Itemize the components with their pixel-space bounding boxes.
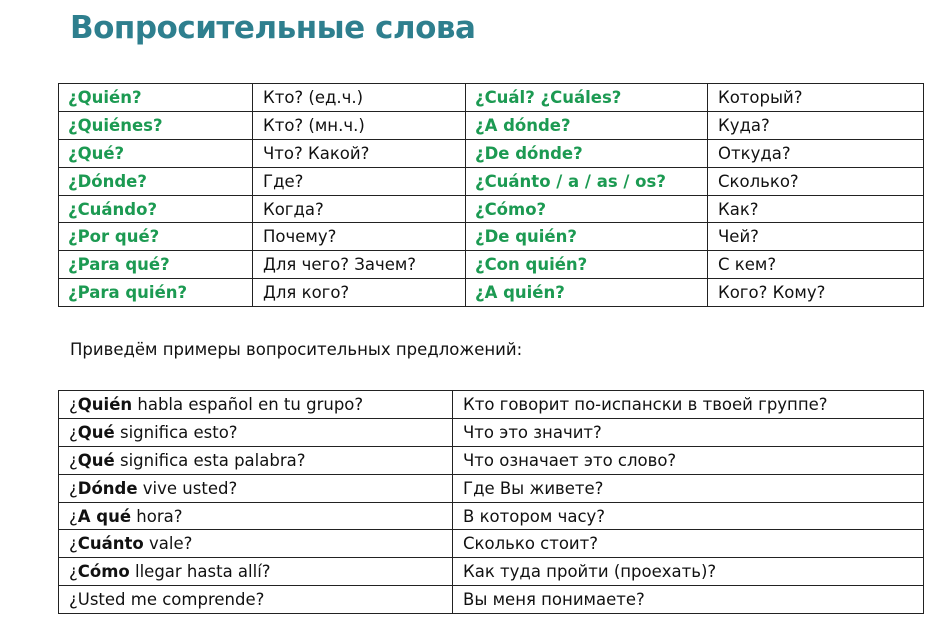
russian-translation-cell: Что? Какой? bbox=[253, 139, 466, 167]
spanish-sentence-cell bbox=[59, 502, 453, 530]
question-words-table bbox=[58, 83, 924, 307]
russian-translation-cell: Куда? bbox=[708, 111, 924, 139]
sentence-rest: vale? bbox=[143, 534, 193, 554]
russian-translation-cell: Где? bbox=[253, 167, 466, 195]
table-row bbox=[59, 111, 924, 139]
table-row bbox=[59, 418, 924, 446]
spanish-word-cell: ¿Dónde? bbox=[59, 167, 253, 195]
spanish-word-cell: ¿Quiénes? bbox=[59, 111, 253, 139]
spanish-word-cell: ¿Para quién? bbox=[59, 279, 253, 307]
russian-sentence-cell: Вы меня понимаете? bbox=[453, 586, 924, 614]
table-row bbox=[59, 223, 924, 251]
examples-intro-text: Приведём примеры вопросительных предложений: bbox=[70, 340, 523, 359]
table-row bbox=[59, 167, 924, 195]
sentence-prefix: ¿Usted me comprende? bbox=[69, 590, 265, 610]
table-row bbox=[59, 586, 924, 614]
russian-translation-cell: Кто? (мн.ч.) bbox=[253, 111, 466, 139]
spanish-word-cell: ¿A quién? bbox=[466, 279, 708, 307]
sentence-prefix: ¿ bbox=[69, 422, 78, 442]
spanish-word-cell: ¿De quién? bbox=[466, 223, 708, 251]
question-word: Quién bbox=[77, 394, 133, 414]
sentence-rest: hora? bbox=[131, 506, 183, 526]
table-row bbox=[59, 530, 924, 558]
spanish-word-cell: ¿Con quién? bbox=[466, 251, 708, 279]
russian-translation-cell: Для чего? Зачем? bbox=[253, 251, 466, 279]
question-word: Cuánto bbox=[77, 534, 144, 554]
sentence-prefix: ¿ bbox=[69, 450, 78, 470]
spanish-word-cell: ¿Quién? bbox=[59, 84, 253, 112]
spanish-word-cell: ¿A dónde? bbox=[466, 111, 708, 139]
spanish-word-cell: ¿Para qué? bbox=[59, 251, 253, 279]
russian-translation-cell: Который? bbox=[708, 84, 924, 112]
example-sentences-table bbox=[58, 390, 924, 614]
russian-translation-cell: Сколько? bbox=[708, 167, 924, 195]
russian-translation-cell: Когда? bbox=[253, 195, 466, 223]
sentence-prefix: ¿ bbox=[69, 394, 78, 414]
spanish-sentence-cell bbox=[59, 530, 453, 558]
spanish-word-cell: ¿Por qué? bbox=[59, 223, 253, 251]
russian-translation-cell: Почему? bbox=[253, 223, 466, 251]
table-row bbox=[59, 474, 924, 502]
spanish-word-cell: ¿Cómo? bbox=[466, 195, 708, 223]
table-row bbox=[59, 502, 924, 530]
table-row bbox=[59, 195, 924, 223]
russian-sentence-cell: В котором часу? bbox=[453, 502, 924, 530]
spanish-word-cell: ¿Qué? bbox=[59, 139, 253, 167]
russian-sentence-cell: Что это значит? bbox=[453, 418, 924, 446]
table-row bbox=[59, 446, 924, 474]
russian-translation-cell: Чей? bbox=[708, 223, 924, 251]
russian-sentence-cell: Как туда пройти (проехать)? bbox=[453, 558, 924, 586]
spanish-word-cell: ¿Cuándo? bbox=[59, 195, 253, 223]
table-row bbox=[59, 139, 924, 167]
russian-translation-cell: Кого? Кому? bbox=[708, 279, 924, 307]
spanish-word-cell: ¿De dónde? bbox=[466, 139, 708, 167]
russian-translation-cell: Откуда? bbox=[708, 139, 924, 167]
sentence-rest: vive usted? bbox=[137, 478, 238, 498]
spanish-sentence-cell bbox=[59, 558, 453, 586]
question-word: A qué bbox=[77, 506, 132, 526]
russian-sentence-cell: Кто говорит по-испански в твоей группе? bbox=[453, 391, 924, 419]
russian-translation-cell: Как? bbox=[708, 195, 924, 223]
sentence-prefix: ¿ bbox=[69, 478, 78, 498]
question-word: Qué bbox=[77, 450, 115, 470]
russian-sentence-cell: Что означает это слово? bbox=[453, 446, 924, 474]
sentence-rest: llegar hasta allí? bbox=[129, 562, 271, 582]
russian-sentence-cell: Где Вы живете? bbox=[453, 474, 924, 502]
question-word: Dónde bbox=[77, 478, 138, 498]
spanish-sentence-cell bbox=[59, 418, 453, 446]
spanish-sentence-cell bbox=[59, 474, 453, 502]
sentence-prefix: ¿ bbox=[69, 506, 78, 526]
spanish-sentence-cell bbox=[59, 391, 453, 419]
russian-translation-cell: Кто? (ед.ч.) bbox=[253, 84, 466, 112]
table-row bbox=[59, 391, 924, 419]
page-title: Вопросительные слова bbox=[70, 10, 476, 46]
spanish-sentence-cell bbox=[59, 446, 453, 474]
spanish-word-cell: ¿Cuánto / a / as / os? bbox=[466, 167, 708, 195]
question-word: Qué bbox=[77, 422, 115, 442]
table-row bbox=[59, 558, 924, 586]
spanish-sentence-cell bbox=[59, 586, 453, 614]
table-row bbox=[59, 251, 924, 279]
question-word: Cómo bbox=[77, 562, 130, 582]
sentence-rest: significa esto? bbox=[114, 422, 238, 442]
sentence-rest: habla español en tu grupo? bbox=[132, 394, 364, 414]
russian-translation-cell: Для кого? bbox=[253, 279, 466, 307]
sentence-prefix: ¿ bbox=[69, 562, 78, 582]
table-row bbox=[59, 84, 924, 112]
spanish-word-cell: ¿Cuál? ¿Cuáles? bbox=[466, 84, 708, 112]
russian-translation-cell: С кем? bbox=[708, 251, 924, 279]
table-row bbox=[59, 279, 924, 307]
russian-sentence-cell: Сколько стоит? bbox=[453, 530, 924, 558]
sentence-rest: significa esta palabra? bbox=[114, 450, 306, 470]
sentence-prefix: ¿ bbox=[69, 534, 78, 554]
